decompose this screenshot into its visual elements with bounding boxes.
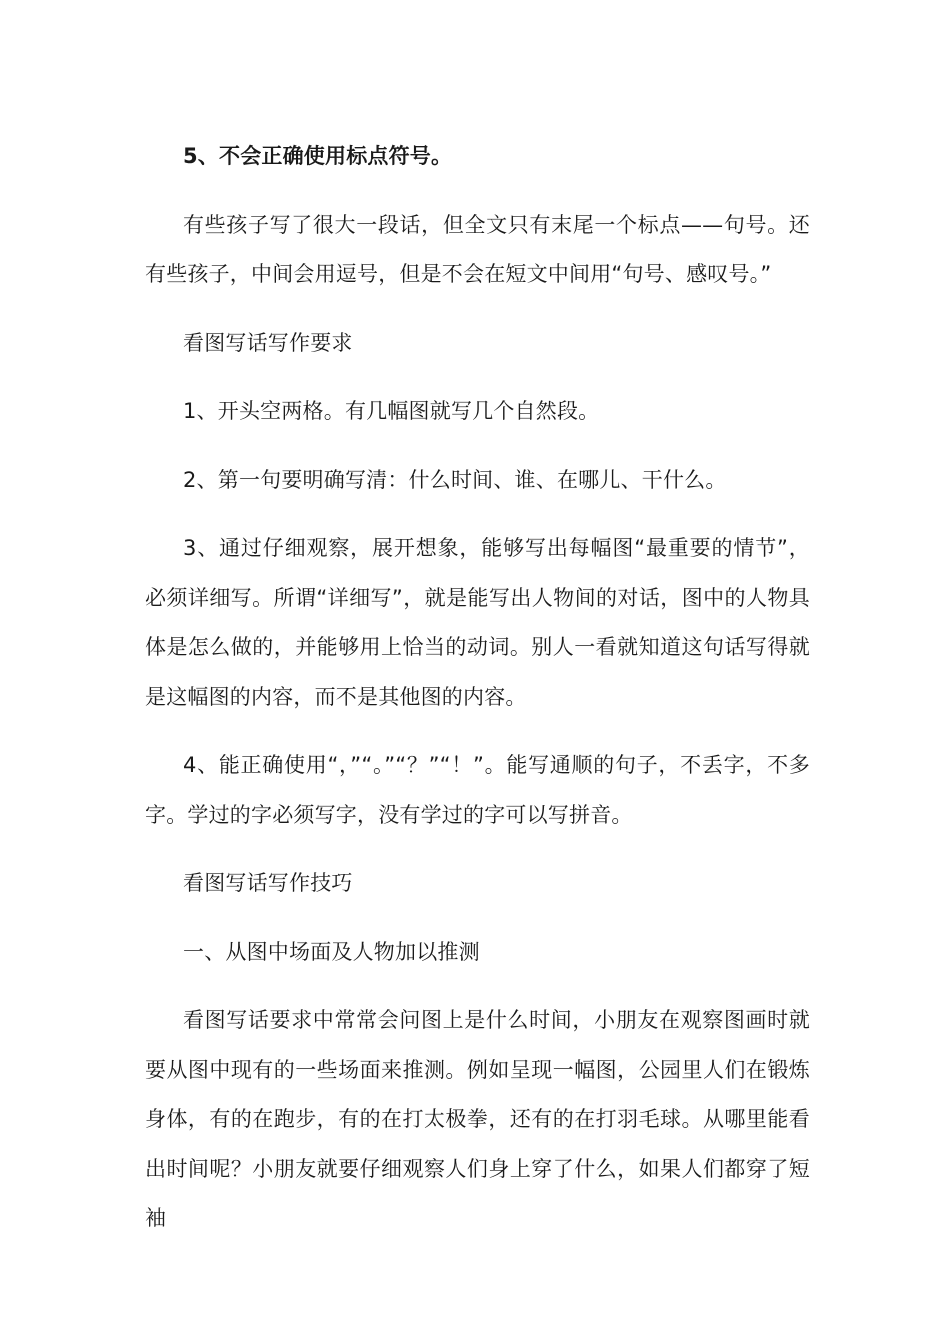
requirement-item-2: 2、第一句要明确写清：什么时间、谁、在哪儿、干什么。 (183, 467, 727, 492)
section-heading-punctuation: 5、不会正确使用标点符号。 (183, 144, 453, 168)
heading-writing-requirements: 看图写话写作要求 (183, 330, 353, 355)
document-body (145, 132, 810, 1263)
requirement-item-1: 1、开头空两格。有几幅图就写几个自然段。 (183, 399, 600, 423)
paragraph-punctuation-problem: 有些孩子写了很大一段话，但全文只有末尾一个标点——句号。还有些孩子，中间会用逗号，但是不会在短文中间用“句号、感叹号。” (145, 212, 810, 286)
tip-paragraph-1: 看图写话要求中常常会问图上是什么时间，小朋友在观察图画时就要从图中现有的一些场面来推测。例如呈现一幅图，公园里人们在锻炼身体，有的在跑步，有的在打太极拳，还有的在打羽毛球。从哪里能看出时间呢？小朋友就要仔细观察人们身上穿了什么，如果人们都穿了短袖 (145, 1008, 810, 1230)
heading-writing-tips: 看图写话写作技巧 (183, 871, 353, 895)
tip-heading-1: 一、从图中场面及人物加以推测 (183, 939, 480, 964)
requirement-item-3: 3、通过仔细观察，展开想象，能够写出每幅图“最重要的情节”，必须详细写。所谓“详细写”，就是能写出人物间的对话，图中的人物具体是怎么做的，并能够用上恰当的动词。别人一看就知道这句话写得就是这幅图的内容，而不是其他图的内容。 (145, 536, 810, 709)
requirement-item-4: 4、能正确使用“，”“。”“？”“！”。能写通顺的句子，不丢字，不多字。学过的字必须写字，没有学过的字可以写拼音。 (145, 753, 810, 827)
